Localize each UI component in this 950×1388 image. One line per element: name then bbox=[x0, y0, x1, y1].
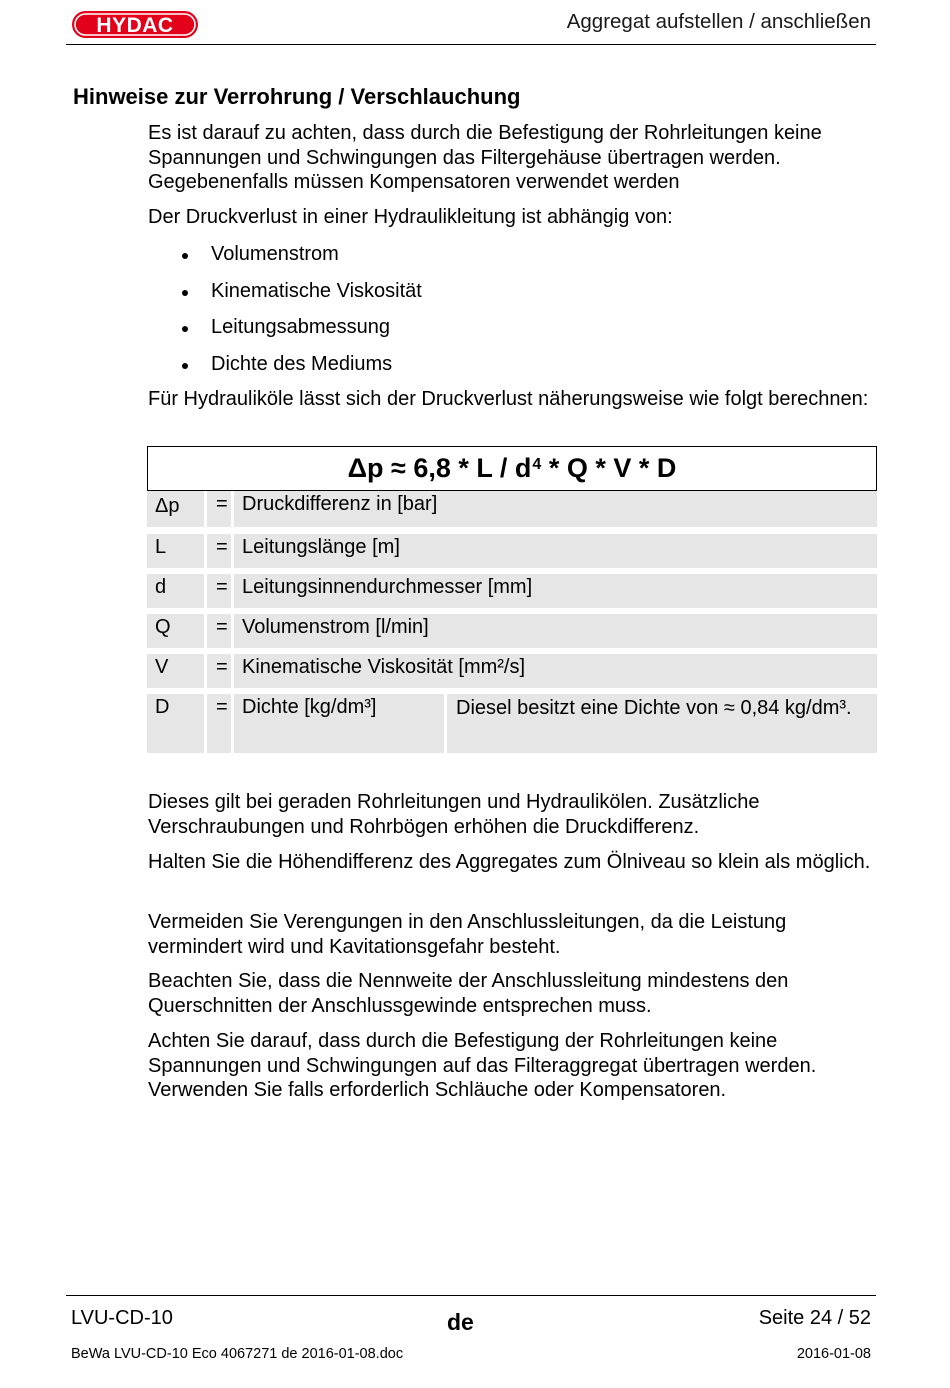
table-row bbox=[147, 654, 877, 688]
variable-description: Volumenstrom [l/min] bbox=[242, 616, 429, 638]
variable-symbol: L bbox=[155, 536, 167, 558]
header-title: Aggregat aufstellen / anschließen bbox=[566, 10, 871, 33]
variable-description: Druckdifferenz in [bar] bbox=[242, 493, 438, 515]
variable-equals: = bbox=[216, 576, 228, 598]
variable-equals: = bbox=[216, 493, 228, 515]
table-row bbox=[147, 614, 877, 648]
variable-equals: = bbox=[216, 696, 228, 718]
formula-right: * Q * V * D bbox=[541, 453, 677, 483]
intro-text-2: Der Druckverlust in einer Hydraulikleitung ist abhängig von: bbox=[148, 206, 673, 228]
paragraph bbox=[148, 969, 878, 1018]
variable-description: Leitungslänge [m] bbox=[242, 536, 400, 558]
variable-symbol: V bbox=[155, 656, 169, 678]
hydac-logo bbox=[71, 10, 199, 39]
paragraph-text: Achten Sie darauf, dass durch die Befestigung der Rohrleitungen keine Spannungen und Schwingungen auf das Filteraggregat übertragen werden. Verwenden Sie falls erforderlich Schläuche oder Kompensatoren. bbox=[148, 1030, 817, 1101]
intro-paragraph-1 bbox=[148, 121, 878, 195]
footer-language: de bbox=[447, 1309, 474, 1335]
intro-paragraph-2 bbox=[148, 205, 878, 230]
paragraph-text: Vermeiden Sie Verengungen in den Anschlussleitungen, da die Leistung vermindert wird und Kavitationsgefahr besteht. bbox=[148, 911, 787, 958]
table-row bbox=[147, 534, 877, 568]
paragraph-text: Halten Sie die Höhendifferenz des Aggregates zum Ölniveau so klein als möglich. bbox=[148, 851, 871, 873]
formula-left: Δp ≈ 6,8 * L / d bbox=[347, 453, 532, 483]
paragraph-text: Dieses gilt bei geraden Rohrleitungen und Hydraulikölen. Zusätzliche Verschraubungen und Rohrbögen erhöhen die Druckdifferenz. bbox=[148, 791, 760, 838]
paragraph bbox=[148, 1029, 878, 1103]
variable-equals: = bbox=[216, 656, 228, 678]
header-divider bbox=[66, 44, 876, 45]
variable-description: Leitungsinnendurchmesser [mm] bbox=[242, 576, 533, 598]
table-row bbox=[147, 574, 877, 608]
footer-filename: BeWa LVU-CD-10 Eco 4067271 de 2016-01-08.doc bbox=[71, 1346, 404, 1362]
list-item: Dichte des Mediums bbox=[148, 351, 848, 388]
variable-description: Kinematische Viskosität [mm²/s] bbox=[242, 656, 526, 678]
paragraph bbox=[148, 850, 878, 875]
footer-date: 2016-01-08 bbox=[796, 1346, 871, 1362]
footer-page-number: Seite 24 / 52 bbox=[758, 1307, 871, 1329]
variable-description: Dichte [kg/dm³] bbox=[242, 696, 377, 718]
formula-exponent: 4 bbox=[532, 455, 542, 473]
svg-text:HYDAC: HYDAC bbox=[96, 14, 174, 37]
formula-intro bbox=[148, 387, 878, 412]
list-item: Volumenstrom bbox=[148, 241, 848, 278]
table-row bbox=[147, 694, 877, 753]
dependency-list bbox=[148, 241, 848, 387]
footer-divider bbox=[66, 1295, 876, 1296]
list-item: Leitungsabmessung bbox=[148, 314, 848, 351]
variable-equals: = bbox=[216, 536, 228, 558]
paragraph-text: Beachten Sie, dass die Nennweite der Anschlussleitung mindestens den Querschnitten der Anschlussgewinde entsprechen muss. bbox=[148, 970, 789, 1017]
footer-doc-id: LVU-CD-10 bbox=[71, 1307, 173, 1329]
variable-symbol: Δp bbox=[155, 495, 180, 517]
formula-box bbox=[147, 446, 877, 491]
paragraph bbox=[148, 790, 878, 839]
variable-symbol: D bbox=[155, 696, 170, 718]
section-heading: Hinweise zur Verrohrung / Verschlauchung bbox=[73, 84, 521, 109]
variable-symbol: d bbox=[155, 576, 167, 598]
variable-symbol: Q bbox=[155, 616, 171, 638]
list-item: Kinematische Viskosität bbox=[148, 278, 848, 315]
table-row bbox=[147, 491, 877, 527]
intro-text-1: Es ist darauf zu achten, dass durch die Befestigung der Rohrleitungen keine Spannungen und Schwingungen das Filtergehäuse übertragen werden. Gegebenenfalls müssen Kompensatoren verwendet werden bbox=[148, 122, 822, 193]
variable-note: Diesel besitzt eine Dichte von ≈ 0,84 kg/dm³. bbox=[456, 697, 852, 719]
paragraph bbox=[148, 910, 878, 959]
formula-intro-text: Für Hydrauliköle lässt sich der Druckverlust näherungsweise wie folgt berechnen: bbox=[148, 388, 869, 410]
variable-equals: = bbox=[216, 616, 228, 638]
